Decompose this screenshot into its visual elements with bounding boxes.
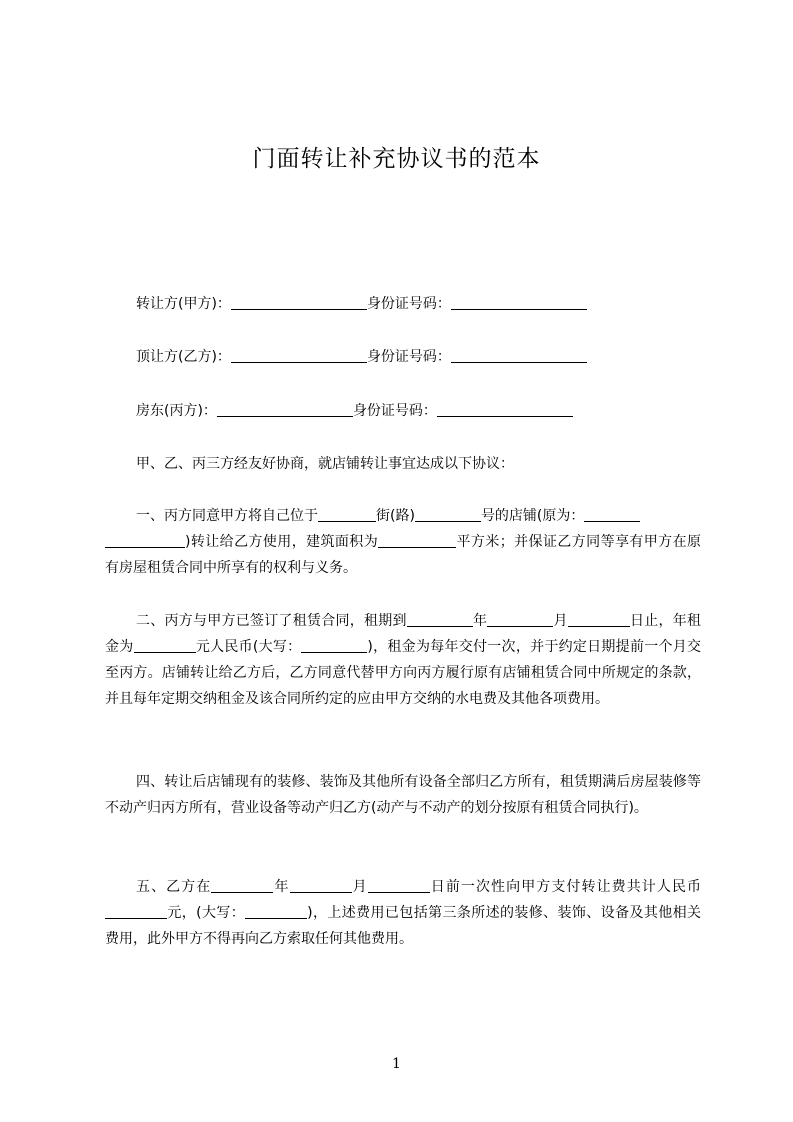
area-blank[interactable]: [378, 533, 456, 548]
year-blank[interactable]: [211, 878, 273, 893]
clause-text: 元，(大写：: [167, 905, 246, 921]
id-blank[interactable]: [451, 348, 587, 363]
clause-4: [105, 769, 701, 821]
clause-text: 街(路): [376, 508, 415, 524]
original-use-blank[interactable]: [584, 507, 640, 522]
day-blank[interactable]: [368, 878, 430, 893]
id-label: 身份证号码：: [352, 403, 437, 419]
month-blank[interactable]: [487, 612, 553, 627]
clause-text: 五、乙方在: [136, 879, 212, 895]
document-title: 门面转让补充协议书的范本: [252, 146, 541, 172]
clause-text: 元人民币(大写：: [195, 639, 302, 655]
id-blank[interactable]: [451, 295, 587, 310]
rent-words-blank[interactable]: [301, 638, 367, 653]
party-landlord: [136, 400, 573, 420]
clause-text: 月: [553, 613, 568, 629]
clause-text: 号的店铺(原为：: [480, 508, 585, 524]
clause-text: 一、丙方同意甲方将自己位于: [136, 508, 318, 524]
party-transferee: [136, 346, 587, 366]
name-blank[interactable]: [231, 348, 367, 363]
rent-blank[interactable]: [134, 638, 196, 653]
party-label: 顶让方(乙方)：: [136, 349, 231, 365]
party-label: 转让方(甲方)：: [136, 296, 231, 312]
page-number: 1: [392, 1056, 401, 1072]
day-blank[interactable]: [568, 612, 630, 627]
clause-text: )，租金为每年交付一次，并于约定日期提前一个月交至丙方。店铺转让给乙方后，乙方同意代替甲方向丙方履行原有店铺租赁合同中所规定的条款，并且每年定期交纳租金及该合同所约定的应由甲方交纳的水电费及其他各项费用。: [105, 639, 702, 707]
clause-text: 四、转让后店铺现有的装修、装饰及其他所有设备全部归乙方所有，租赁期满后房屋装修等不动产归丙方所有，营业设备等动产归乙方(动产与不动产的划分按原有租赁合同执行)。: [105, 774, 701, 816]
name-blank[interactable]: [231, 295, 367, 310]
original-use-blank-cont[interactable]: [105, 533, 185, 548]
month-blank[interactable]: [290, 878, 352, 893]
clause-text: 二、丙方与甲方已签订了租赁合同，租期到: [136, 613, 407, 629]
clause-text: 平方米；并保证乙方同等享有甲方在原有房屋租赁合同中所享有的权利与义务。: [105, 534, 701, 576]
clause-text: 年: [273, 879, 290, 895]
year-blank[interactable]: [407, 612, 473, 627]
clause-text: )转让给乙方使用，建筑面积为: [185, 534, 379, 550]
clause-2: [105, 608, 701, 712]
clause-5: [105, 874, 701, 952]
id-blank[interactable]: [437, 402, 573, 417]
clause-text: 日止，年租金为: [105, 613, 701, 655]
clause-text: 日前一次性向甲方支付转让费共计人民币: [429, 879, 702, 895]
party-label: 房东(丙方)：: [136, 403, 217, 419]
street-blank[interactable]: [318, 507, 376, 522]
amount-words-blank[interactable]: [245, 904, 307, 919]
clause-text: 年: [472, 613, 488, 629]
party-transferor: [136, 293, 587, 313]
clause-1: [105, 503, 701, 581]
amount-blank[interactable]: [105, 904, 167, 919]
clause-text: )，上述费用已包括第三条所述的装修、装饰、设备及其他相关费用，此外甲方不得再向乙方索取任何其他费用。: [105, 905, 701, 947]
intro-text: 甲、乙、丙三方经友好协商，就店铺转让事宜达成以下协议：: [136, 456, 514, 472]
clause-text: 月: [351, 879, 368, 895]
name-blank[interactable]: [217, 402, 353, 417]
number-blank[interactable]: [415, 507, 481, 522]
id-label: 身份证号码：: [366, 349, 451, 365]
id-label: 身份证号码：: [366, 296, 451, 312]
